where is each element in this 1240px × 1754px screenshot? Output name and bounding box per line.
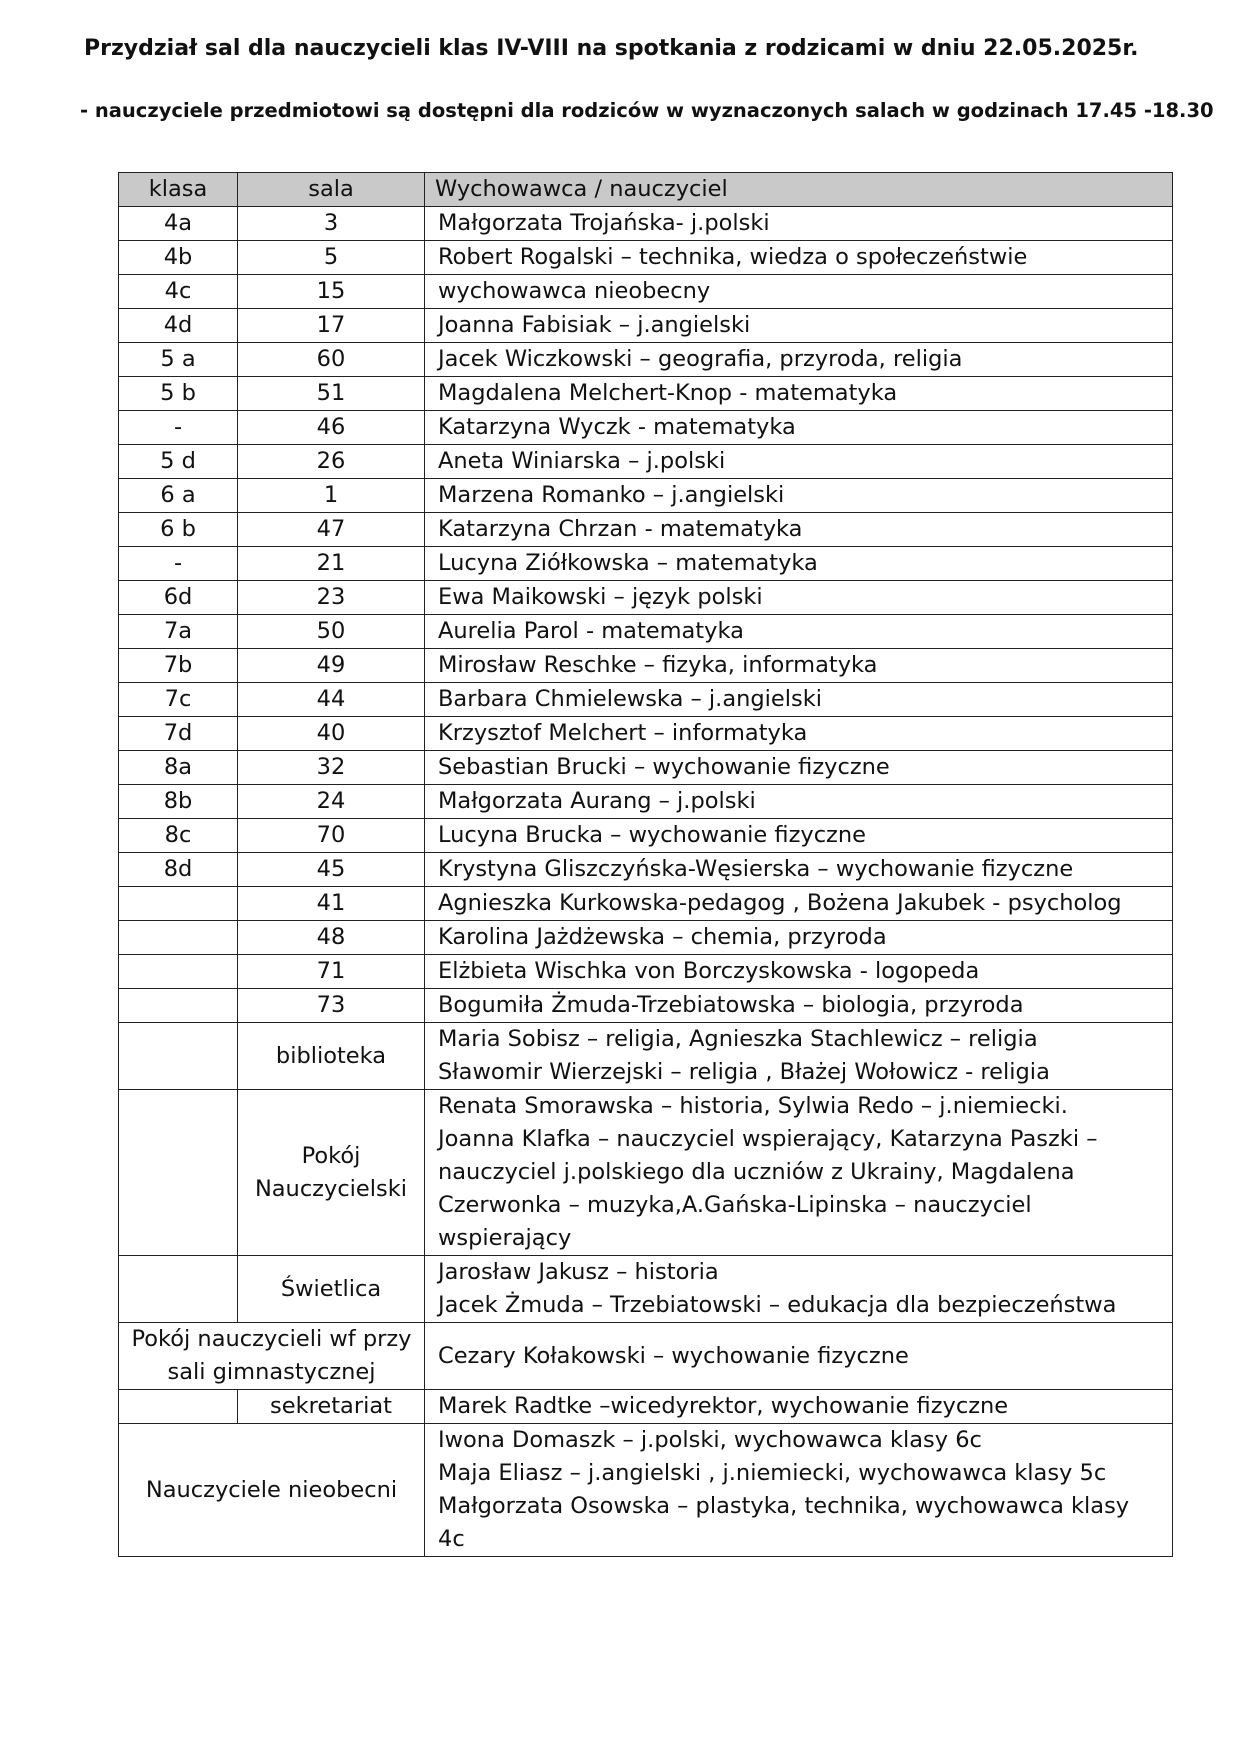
table-row-swietlica <box>119 1256 1173 1323</box>
sala-cell: 73 <box>238 989 425 1023</box>
klasa-cell <box>119 1256 238 1323</box>
sala-cell: 47 <box>238 513 425 547</box>
table-row <box>119 819 1173 853</box>
table-row <box>119 547 1173 581</box>
sala-cell: 44 <box>238 683 425 717</box>
table-row <box>119 785 1173 819</box>
teacher-cell: Krzysztof Melchert – informatyka <box>425 717 1173 751</box>
teacher-cell: Katarzyna Chrzan - matematyka <box>425 513 1173 547</box>
klasa-cell <box>119 1090 238 1256</box>
table-header-row <box>119 173 1173 207</box>
teacher-line: Sławomir Wierzejski – religia , Błażej Wołowicz - religia <box>438 1059 1050 1085</box>
teacher-cell: Ewa Maikowski – język polski <box>425 581 1173 615</box>
teacher-line: Maria Sobisz – religia, Agnieszka Stachlewicz – religia <box>438 1026 1038 1052</box>
teacher-line: Małgorzata Osowska – plastyka, technika, wychowawca klasy 4c <box>438 1493 1130 1552</box>
teacher-cell: Lucyna Ziółkowska – matematyka <box>425 547 1173 581</box>
table-row <box>119 683 1173 717</box>
klasa-cell: 7d <box>119 717 238 751</box>
table-row <box>119 445 1173 479</box>
teacher-cell: Krystyna Gliszczyńska-Węsierska – wychowanie fizyczne <box>425 853 1173 887</box>
sala-cell: 70 <box>238 819 425 853</box>
table-row <box>119 241 1173 275</box>
sala-cell: 50 <box>238 615 425 649</box>
teacher-line: Jacek Żmuda – Trzebiatowski – edukacja dla bezpieczeństwa <box>438 1292 1117 1318</box>
table-row <box>119 377 1173 411</box>
teacher-cell: Małgorzata Aurang – j.polski <box>425 785 1173 819</box>
teacher-line: Czerwonka – muzyka,A.Gańska-Lipinska – nauczyciel wspierający <box>438 1192 1032 1251</box>
table-row-nieobecni <box>119 1424 1173 1557</box>
klasa-cell <box>119 1390 238 1424</box>
sala-cell: sekretariat <box>238 1390 425 1424</box>
sala-cell: 23 <box>238 581 425 615</box>
header-klasa: klasa <box>119 173 238 207</box>
sala-cell: 1 <box>238 479 425 513</box>
klasa-cell <box>119 921 238 955</box>
sala-cell: 51 <box>238 377 425 411</box>
table-row <box>119 853 1173 887</box>
table-row <box>119 615 1173 649</box>
teacher-cell: Magdalena Melchert-Knop - matematyka <box>425 377 1173 411</box>
sala-cell: 49 <box>238 649 425 683</box>
teacher-cell: Cezary Kołakowski – wychowanie fizyczne <box>425 1323 1173 1390</box>
teacher-cell: Małgorzata Trojańska- j.polski <box>425 207 1173 241</box>
klasa-cell <box>119 887 238 921</box>
room-assignment-table <box>118 172 1173 1557</box>
teacher-cell <box>425 1424 1173 1557</box>
teacher-cell: Sebastian Brucki – wychowanie fizyczne <box>425 751 1173 785</box>
table-row <box>119 649 1173 683</box>
klasa-cell: 8c <box>119 819 238 853</box>
klasa-cell <box>119 1023 238 1090</box>
table-row <box>119 717 1173 751</box>
teacher-cell: Jacek Wiczkowski – geografia, przyroda, religia <box>425 343 1173 377</box>
teacher-cell: Marzena Romanko – j.angielski <box>425 479 1173 513</box>
teacher-line: Jarosław Jakusz – historia <box>438 1259 719 1285</box>
teacher-cell: Agnieszka Kurkowska-pedagog , Bożena Jakubek - psycholog <box>425 887 1173 921</box>
klasa-cell: 4b <box>119 241 238 275</box>
klasa-cell: 7c <box>119 683 238 717</box>
teacher-cell <box>425 1090 1173 1256</box>
sala-cell <box>238 1090 425 1256</box>
klasa-cell: 8b <box>119 785 238 819</box>
teacher-cell: Karolina Jażdżewska – chemia, przyroda <box>425 921 1173 955</box>
table-body <box>119 207 1173 1557</box>
teacher-cell: Bogumiła Żmuda-Trzebiatowska – biologia, przyroda <box>425 989 1173 1023</box>
klasa-cell: 5 d <box>119 445 238 479</box>
sala-cell: Świetlica <box>238 1256 425 1323</box>
sala-cell: 17 <box>238 309 425 343</box>
sala-cell: 41 <box>238 887 425 921</box>
table-row-sekretariat <box>119 1390 1173 1424</box>
klasa-cell <box>119 955 238 989</box>
table-row <box>119 513 1173 547</box>
table-row <box>119 479 1173 513</box>
table-row <box>119 207 1173 241</box>
table-row <box>119 309 1173 343</box>
sala-line: Pokój <box>301 1142 361 1169</box>
document-title: Przydział sal dla nauczycieli klas IV-VIII na spotkania z rodzicami w dniu 22.05.2025r. <box>84 36 1139 61</box>
klasa-cell: 8a <box>119 751 238 785</box>
teacher-cell: Lucyna Brucka – wychowanie fizyczne <box>425 819 1173 853</box>
teacher-cell: Robert Rogalski – technika, wiedza o społeczeństwie <box>425 241 1173 275</box>
teacher-cell: Aurelia Parol - matematyka <box>425 615 1173 649</box>
klasa-cell: 6 b <box>119 513 238 547</box>
klasa-cell: 8d <box>119 853 238 887</box>
sala-line: Nauczycielski <box>254 1175 408 1202</box>
table-row-pokoj-nauczycielski <box>119 1090 1173 1256</box>
teacher-line: Renata Smorawska – historia, Sylwia Redo – j.niemiecki. <box>438 1093 1068 1119</box>
teacher-cell: Katarzyna Wyczk - matematyka <box>425 411 1173 445</box>
table-row <box>119 581 1173 615</box>
sala-cell: 40 <box>238 717 425 751</box>
teacher-cell: Aneta Winiarska – j.polski <box>425 445 1173 479</box>
sala-cell: 48 <box>238 921 425 955</box>
teacher-line: Iwona Domaszk – j.polski, wychowawca klasy 6c <box>438 1427 982 1453</box>
table-row <box>119 887 1173 921</box>
teacher-line: nauczyciel j.polskiego dla uczniów z Ukrainy, Magdalena <box>438 1159 1075 1185</box>
klasa-cell <box>119 989 238 1023</box>
teacher-cell: Elżbieta Wischka von Borczyskowska - logopeda <box>425 955 1173 989</box>
sala-cell: 15 <box>238 275 425 309</box>
sala-cell: 21 <box>238 547 425 581</box>
sala-cell: 60 <box>238 343 425 377</box>
klasa-cell: 4c <box>119 275 238 309</box>
klasa-cell: 4d <box>119 309 238 343</box>
klasa-cell: 7b <box>119 649 238 683</box>
klasa-cell: 4a <box>119 207 238 241</box>
table-row <box>119 751 1173 785</box>
klasa-cell: 5 a <box>119 343 238 377</box>
sala-cell: 24 <box>238 785 425 819</box>
teacher-cell <box>425 1256 1173 1323</box>
place-line: sali gimnastycznej <box>167 1359 376 1385</box>
teacher-cell: Barbara Chmielewska – j.angielski <box>425 683 1173 717</box>
klasa-cell: 6 a <box>119 479 238 513</box>
sala-cell: 71 <box>238 955 425 989</box>
table-row <box>119 989 1173 1023</box>
sala-cell: 45 <box>238 853 425 887</box>
klasa-cell: - <box>119 411 238 445</box>
table-row <box>119 921 1173 955</box>
teacher-cell: wychowawca nieobecny <box>425 275 1173 309</box>
sala-cell: 3 <box>238 207 425 241</box>
teacher-cell: Marek Radtke –wicedyrektor, wychowanie fizyczne <box>425 1390 1173 1424</box>
table-row-biblioteka <box>119 1023 1173 1090</box>
absent-label-cell: Nauczyciele nieobecni <box>119 1424 425 1557</box>
klasa-cell: 5 b <box>119 377 238 411</box>
table-row-wf-room <box>119 1323 1173 1390</box>
klasa-cell: - <box>119 547 238 581</box>
teacher-line: Joanna Klafka – nauczyciel wspierający, Katarzyna Paszki – <box>438 1126 1098 1152</box>
sala-cell: 32 <box>238 751 425 785</box>
table-row <box>119 411 1173 445</box>
header-teacher: Wychowawca / nauczyciel <box>425 173 1173 207</box>
sala-cell: 46 <box>238 411 425 445</box>
teacher-cell: Joanna Fabisiak – j.angielski <box>425 309 1173 343</box>
sala-cell: 5 <box>238 241 425 275</box>
teacher-cell <box>425 1023 1173 1090</box>
table-row <box>119 275 1173 309</box>
place-line: Pokój nauczycieli wf przy <box>131 1326 412 1352</box>
klasa-cell: 6d <box>119 581 238 615</box>
table-row <box>119 955 1173 989</box>
teacher-line: Maja Eliasz – j.angielski , j.niemiecki, wychowawca klasy 5c <box>438 1460 1107 1486</box>
sala-cell: biblioteka <box>238 1023 425 1090</box>
table-row <box>119 343 1173 377</box>
teacher-cell: Mirosław Reschke – fizyka, informatyka <box>425 649 1173 683</box>
document-subtitle: - nauczyciele przedmiotowi są dostępni dla rodziców w wyznaczonych salach w godzinach 17.45 -18.30 <box>80 99 1214 122</box>
klasa-cell: 7a <box>119 615 238 649</box>
sala-cell: 26 <box>238 445 425 479</box>
place-cell <box>119 1323 425 1390</box>
header-sala: sala <box>238 173 425 207</box>
